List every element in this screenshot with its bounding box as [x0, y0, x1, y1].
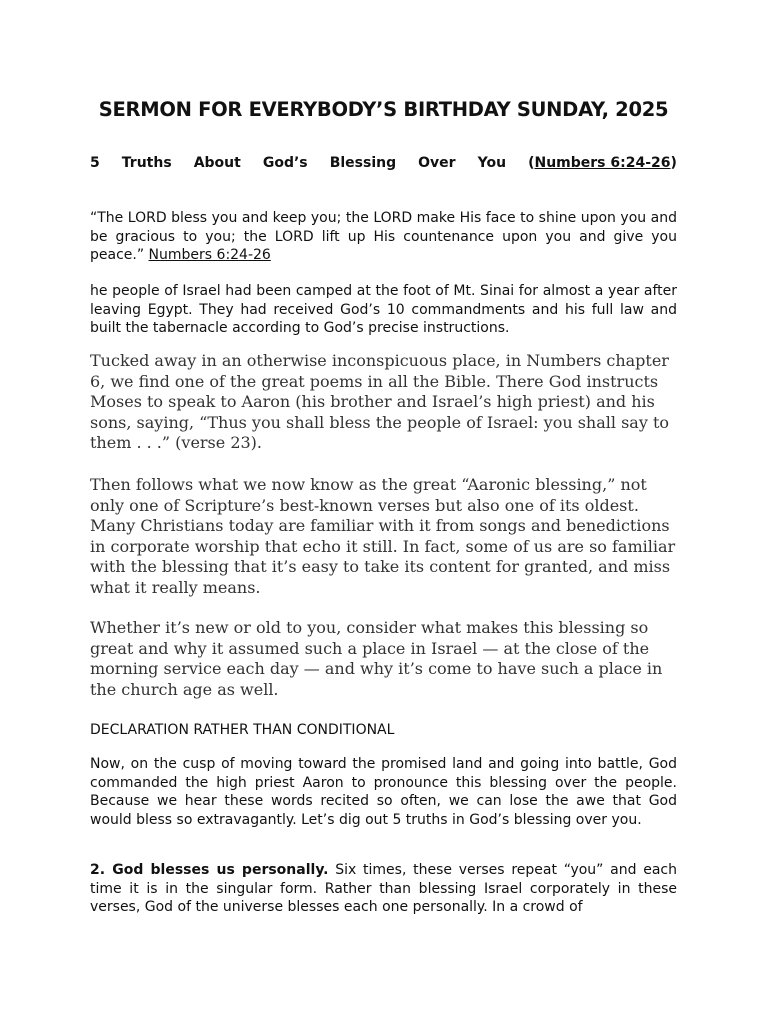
- subtitle-word: God’s: [262, 155, 308, 171]
- body-paragraph-1: Tucked away in an otherwise inconspicuous place, in Numbers chapter 6, we find one of the great poems in all the Bible. There God instructs Moses to speak to Aaron (his brother and Israel’s high priest) and his sons, saying, “Thus you shall bless the people of Israel: you shall say to them . . .” (verse 23).: [90, 351, 670, 452]
- subtitle-word: Truths: [121, 155, 172, 171]
- subtitle-word: Over: [418, 155, 456, 171]
- section-heading: DECLARATION RATHER THAN CONDITIONAL: [90, 722, 395, 738]
- body-paragraph-2: Then follows what we now know as the great “Aaronic blessing,” not only one of Scripture’s best-known verses but also one of its oldest. Many Christians today are familiar with it from songs and benedictions in corporate worship that echo it still. In fact, some of us are so familiar with the blessing that it’s easy to take its content for granted, and miss what it really means.: [90, 475, 676, 597]
- body-paragraph-4: Now, on the cusp of moving toward the promised land and going into battle, God commanded the high priest Aaron to pronounce this blessing over the people. Because we hear these words recited so often, we can lose the awe that God would bless so extravagantly. Let’s dig out 5 truths in God’s blessing over you.: [90, 756, 677, 828]
- subtitle-word: Blessing: [329, 155, 397, 171]
- sermon-title: SERMON FOR EVERYBODY’S BIRTHDAY SUNDAY, 2025: [98, 98, 669, 121]
- body-paragraph-3: Whether it’s new or old to you, consider what makes this blessing so great and why it assumed such a place in Israel — at the close of the morning service each day — and why it’s come to have such a place in the church age as well.: [90, 618, 663, 699]
- sermon-subtitle: [90, 155, 677, 171]
- subtitle-reference: (Numbers 6:24-26): [528, 155, 677, 171]
- body-paragraph-5: 2. God blesses us personally. Six times, these verses repeat “you” and each time it is in the singular form. Rather than blessing Israel corporately in these verses, God of the universe blesses each one personally. In a crowd of: [90, 862, 677, 915]
- subtitle-word: You: [477, 155, 507, 171]
- subtitle-reference-link[interactable]: Numbers 6:24-26: [534, 155, 671, 171]
- subtitle-word: 5: [90, 155, 100, 171]
- subtitle-word: About: [193, 155, 241, 171]
- intro-paragraph: he people of Israel had been camped at the foot of Mt. Sinai for almost a year after leaving Egypt. They had received God’s 10 commandments and his full law and built the tabernacle according to God’s precise instructions.: [90, 283, 677, 336]
- truth-heading: 2. God blesses us personally.: [90, 862, 329, 878]
- scripture-quote: “The LORD bless you and keep you; the LORD make His face to shine upon you and be gracious to you; the LORD lift up His countenance upon you and give you peace.” Numbers 6:24-26: [90, 210, 677, 263]
- quote-reference-link[interactable]: Numbers 6:24-26: [148, 247, 271, 263]
